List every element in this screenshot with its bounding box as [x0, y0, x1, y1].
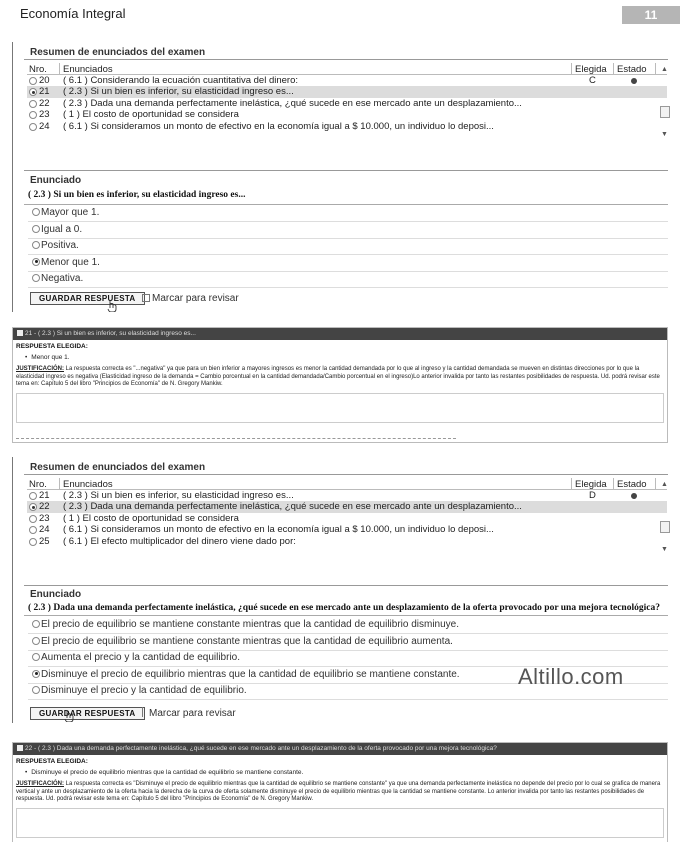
result-title-bar: 22 - ( 2.3 ) Dada una demanda perfectamente inelástica, ¿qué sucede en ese mercado ante un desplazamiento de la oferta provocado por una mejora tecnológica? — [13, 743, 667, 755]
option-radio[interactable] — [32, 241, 40, 249]
option-label: Disminuye el precio de equilibrio mientras que la cantidad de equilibrio se mantiene constante. — [41, 668, 460, 680]
row-radio[interactable] — [29, 526, 37, 534]
row-radio[interactable] — [29, 515, 37, 523]
column-header-elegida: Elegida — [575, 64, 607, 75]
row-radio[interactable] — [29, 100, 37, 108]
scroll-thumb[interactable] — [660, 106, 670, 118]
option-label: Aumenta el precio y la cantidad de equilibrio. — [41, 652, 241, 663]
table-body — [27, 75, 667, 132]
table-row[interactable] — [27, 121, 667, 132]
row-number: 22 — [39, 501, 50, 513]
enunciado-title: Enunciado — [30, 175, 82, 186]
hand-cursor-icon — [107, 300, 117, 312]
table-row[interactable] — [27, 98, 667, 109]
row-number: 24 — [39, 524, 50, 536]
result-panel-a — [12, 327, 668, 443]
option-label: El precio de equilibrio se mantiene constante mientras que la cantidad de equilibrio disminuye. — [41, 619, 460, 630]
table-row[interactable] — [27, 109, 667, 120]
result-panel-b — [12, 742, 668, 842]
summary-title: Resumen de enunciados del examen — [30, 47, 206, 58]
row-text: ( 6.1 ) Si consideramos un monto de efectivo en la economía igual a $ 10.000, un individuo lo deposi... — [63, 120, 494, 132]
question-text: ( 2.3 ) Dada una demanda perfectamente inelástica, ¿qué sucede en ese mercado ante un desplazamiento de la oferta provocado por una mejora tecnológica? — [28, 603, 660, 613]
row-text: ( 6.1 ) Considerando la ecuación cuantitativa del dinero: — [63, 75, 299, 86]
page-number: 11 — [622, 6, 680, 24]
row-radio[interactable] — [29, 88, 37, 96]
page-title: Economía Integral — [20, 6, 126, 21]
justification: JUSTIFICACIÓN: La respuesta correcta es "Disminuye el precio de equilibrio mientras que la cantidad de equilibrio se mantiene constante" ya que una demanda perfectamente inelástica no depende del precio por lo cual se grafica de manera vertical y ante un desplazamiento de la oferta hacia la derecha de la curva de oferta solamente disminuye el precio de equilibrio mientras que la cantidad se mantiene constante. Lo anterior invalida por tanto las restantes posibilidades de respuesta. Ud. podrá revisar este tema en: Capítulo 5 del libro "Principios de Economía" de N. Gregory Mankiw. — [16, 781, 661, 802]
mark-label: Marcar para revisar — [149, 708, 236, 719]
chosen-answer-label: RESPUESTA ELEGIDA: — [16, 758, 88, 765]
divider — [28, 221, 668, 222]
table-header — [27, 478, 667, 490]
column-header-nro: Nro. — [29, 64, 47, 75]
table-row[interactable] — [27, 513, 667, 524]
answer-option[interactable] — [32, 618, 459, 632]
justification: JUSTIFICACIÓN: La respuesta correcta es "...negativa" ya que para un bien inferior a mayores ingresos es menor la cantidad demandada por lo que al ingreso y la cantidad demandada se mueven en distintas direcciones por lo que la elasticidad ingreso es negativa (Elasticidad ingreso de la demanda = Cambio porcentual en la cantidad demandada/Cambio porcentual en el ingreso)Lo anterior invalida por tanto las restantes posibilidades de respuesta. Ud. podrá revisar este tema en: Capítulo 5 del libro "Principios de Economía" de N. Gregory Mankiw. — [16, 366, 660, 387]
result-box — [16, 393, 664, 423]
option-label: Menor que 1. — [41, 256, 100, 268]
row-number: 21 — [39, 490, 50, 501]
hand-cursor-icon — [64, 710, 74, 722]
row-number: 24 — [39, 120, 50, 132]
row-number: 23 — [39, 512, 50, 524]
checkbox[interactable] — [142, 294, 150, 302]
row-chosen: C — [589, 75, 596, 86]
column-header-estado: Estado — [617, 479, 647, 490]
answer-option[interactable] — [32, 684, 247, 698]
table-row[interactable] — [27, 501, 667, 512]
exam-panel-a — [12, 42, 668, 312]
option-label: Disminuye el precio y la cantidad de equilibrio. — [41, 685, 247, 696]
mark-for-review[interactable] — [142, 292, 239, 305]
table-body — [27, 490, 667, 547]
square-icon — [17, 745, 23, 751]
save-answer-button[interactable]: GUARDAR RESPUESTA — [30, 707, 145, 720]
row-number: 20 — [39, 75, 50, 86]
answer-option[interactable] — [32, 206, 99, 220]
square-icon — [17, 330, 23, 336]
column-header-elegida: Elegida — [575, 479, 607, 490]
question-text: ( 2.3 ) Si un bien es inferior, su elasticidad ingreso es... — [28, 190, 246, 200]
option-label: Positiva. — [41, 240, 79, 251]
answer-option[interactable] — [32, 651, 240, 665]
column-header-enunciados: Enunciados — [63, 64, 113, 75]
row-text: ( 1 ) El costo de oportunidad se considera — [63, 512, 239, 524]
scrollbar[interactable] — [660, 66, 670, 138]
table-row[interactable] — [27, 524, 667, 535]
answer-option[interactable] — [32, 239, 79, 253]
page-header — [20, 6, 680, 26]
divider — [28, 271, 668, 272]
option-radio[interactable] — [32, 620, 40, 628]
answered-status-icon — [631, 78, 637, 84]
divider — [28, 254, 668, 255]
row-radio[interactable] — [29, 111, 37, 119]
enunciado-title: Enunciado — [30, 589, 82, 600]
mark-for-review[interactable] — [142, 707, 236, 720]
row-text: ( 6.1 ) El efecto multiplicador del dinero viene dado por: — [63, 535, 296, 547]
row-text: ( 6.1 ) Si consideramos un monto de efectivo en la economía igual a $ 10.000, un individuo lo deposi... — [63, 524, 494, 536]
option-radio[interactable] — [32, 225, 40, 233]
option-radio[interactable] — [32, 258, 40, 266]
option-radio[interactable] — [32, 670, 40, 678]
mark-label: Marcar para revisar — [152, 293, 239, 304]
row-text: ( 2.3 ) Si un bien es inferior, su elasticidad ingreso es... — [63, 490, 294, 501]
row-chosen: D — [589, 490, 596, 501]
option-radio[interactable] — [32, 653, 40, 661]
divider — [28, 699, 668, 700]
answer-option[interactable] — [32, 256, 100, 270]
option-label: Negativa. — [41, 273, 84, 284]
divider — [16, 438, 456, 441]
answer-option[interactable] — [32, 668, 460, 682]
result-box — [16, 808, 664, 838]
result-title-bar: 21 - ( 2.3 ) Si un bien es inferior, su elasticidad ingreso es... — [13, 328, 667, 340]
row-text: ( 1 ) El costo de oportunidad se considera — [63, 109, 239, 121]
divider — [24, 474, 668, 475]
summary-table — [27, 478, 667, 547]
scroll-up-icon[interactable]: ▲ — [661, 66, 668, 73]
table-row[interactable] — [27, 75, 667, 86]
row-number: 25 — [39, 535, 50, 547]
row-radio[interactable] — [29, 123, 37, 131]
row-number: 22 — [39, 97, 50, 109]
scroll-down-icon[interactable]: ▼ — [661, 546, 668, 553]
summary-table — [27, 63, 667, 132]
row-number: 23 — [39, 109, 50, 121]
table-row[interactable] — [27, 86, 667, 97]
column-header-enunciados: Enunciados — [63, 479, 113, 490]
chosen-answer: • Menor que 1. — [25, 354, 667, 361]
watermark: Altillo.com — [518, 664, 624, 689]
divider — [28, 238, 668, 239]
row-radio[interactable] — [29, 492, 37, 500]
row-radio[interactable] — [29, 503, 37, 511]
option-label: Igual a 0. — [41, 223, 83, 235]
table-row[interactable] — [27, 536, 667, 547]
divider — [28, 287, 668, 288]
scroll-thumb[interactable] — [660, 521, 670, 533]
row-number: 21 — [39, 86, 50, 98]
option-radio[interactable] — [32, 208, 40, 216]
summary-title: Resumen de enunciados del examen — [30, 462, 206, 473]
divider — [24, 59, 668, 60]
scrollbar[interactable] — [660, 481, 670, 553]
row-text: ( 2.3 ) Dada una demanda perfectamente inelástica, ¿qué sucede en ese mercado ante un desplazamiento... — [63, 97, 522, 109]
row-text: ( 2.3 ) Si un bien es inferior, su elasticidad ingreso es... — [63, 86, 294, 98]
chosen-answer-label: RESPUESTA ELEGIDA: — [16, 343, 88, 350]
chosen-answer: • Disminuye el precio de equilibrio mientras que la cantidad de equilibrio se mantiene constante. — [25, 769, 667, 776]
answer-option[interactable] — [32, 272, 83, 286]
scroll-up-icon[interactable]: ▲ — [661, 481, 668, 488]
column-header-estado: Estado — [617, 64, 647, 75]
save-answer-button[interactable]: GUARDAR RESPUESTA — [30, 292, 145, 305]
option-radio[interactable] — [32, 686, 40, 694]
answer-option[interactable] — [32, 223, 82, 237]
option-radio[interactable] — [32, 274, 40, 282]
option-label: Mayor que 1. — [41, 207, 100, 218]
row-radio[interactable] — [29, 77, 37, 85]
row-text: ( 2.3 ) Dada una demanda perfectamente inelástica, ¿qué sucede en ese mercado ante un desplazamiento... — [63, 501, 522, 513]
row-radio[interactable] — [29, 538, 37, 546]
option-radio[interactable] — [32, 637, 40, 645]
answer-option[interactable] — [32, 635, 453, 649]
column-header-nro: Nro. — [29, 479, 47, 490]
option-label: El precio de equilibrio se mantiene constante mientras que la cantidad de equilibrio aumenta. — [41, 635, 453, 647]
table-row[interactable] — [27, 490, 667, 501]
table-header — [27, 63, 667, 75]
answered-status-icon — [631, 493, 637, 499]
scroll-down-icon[interactable]: ▼ — [661, 131, 668, 138]
